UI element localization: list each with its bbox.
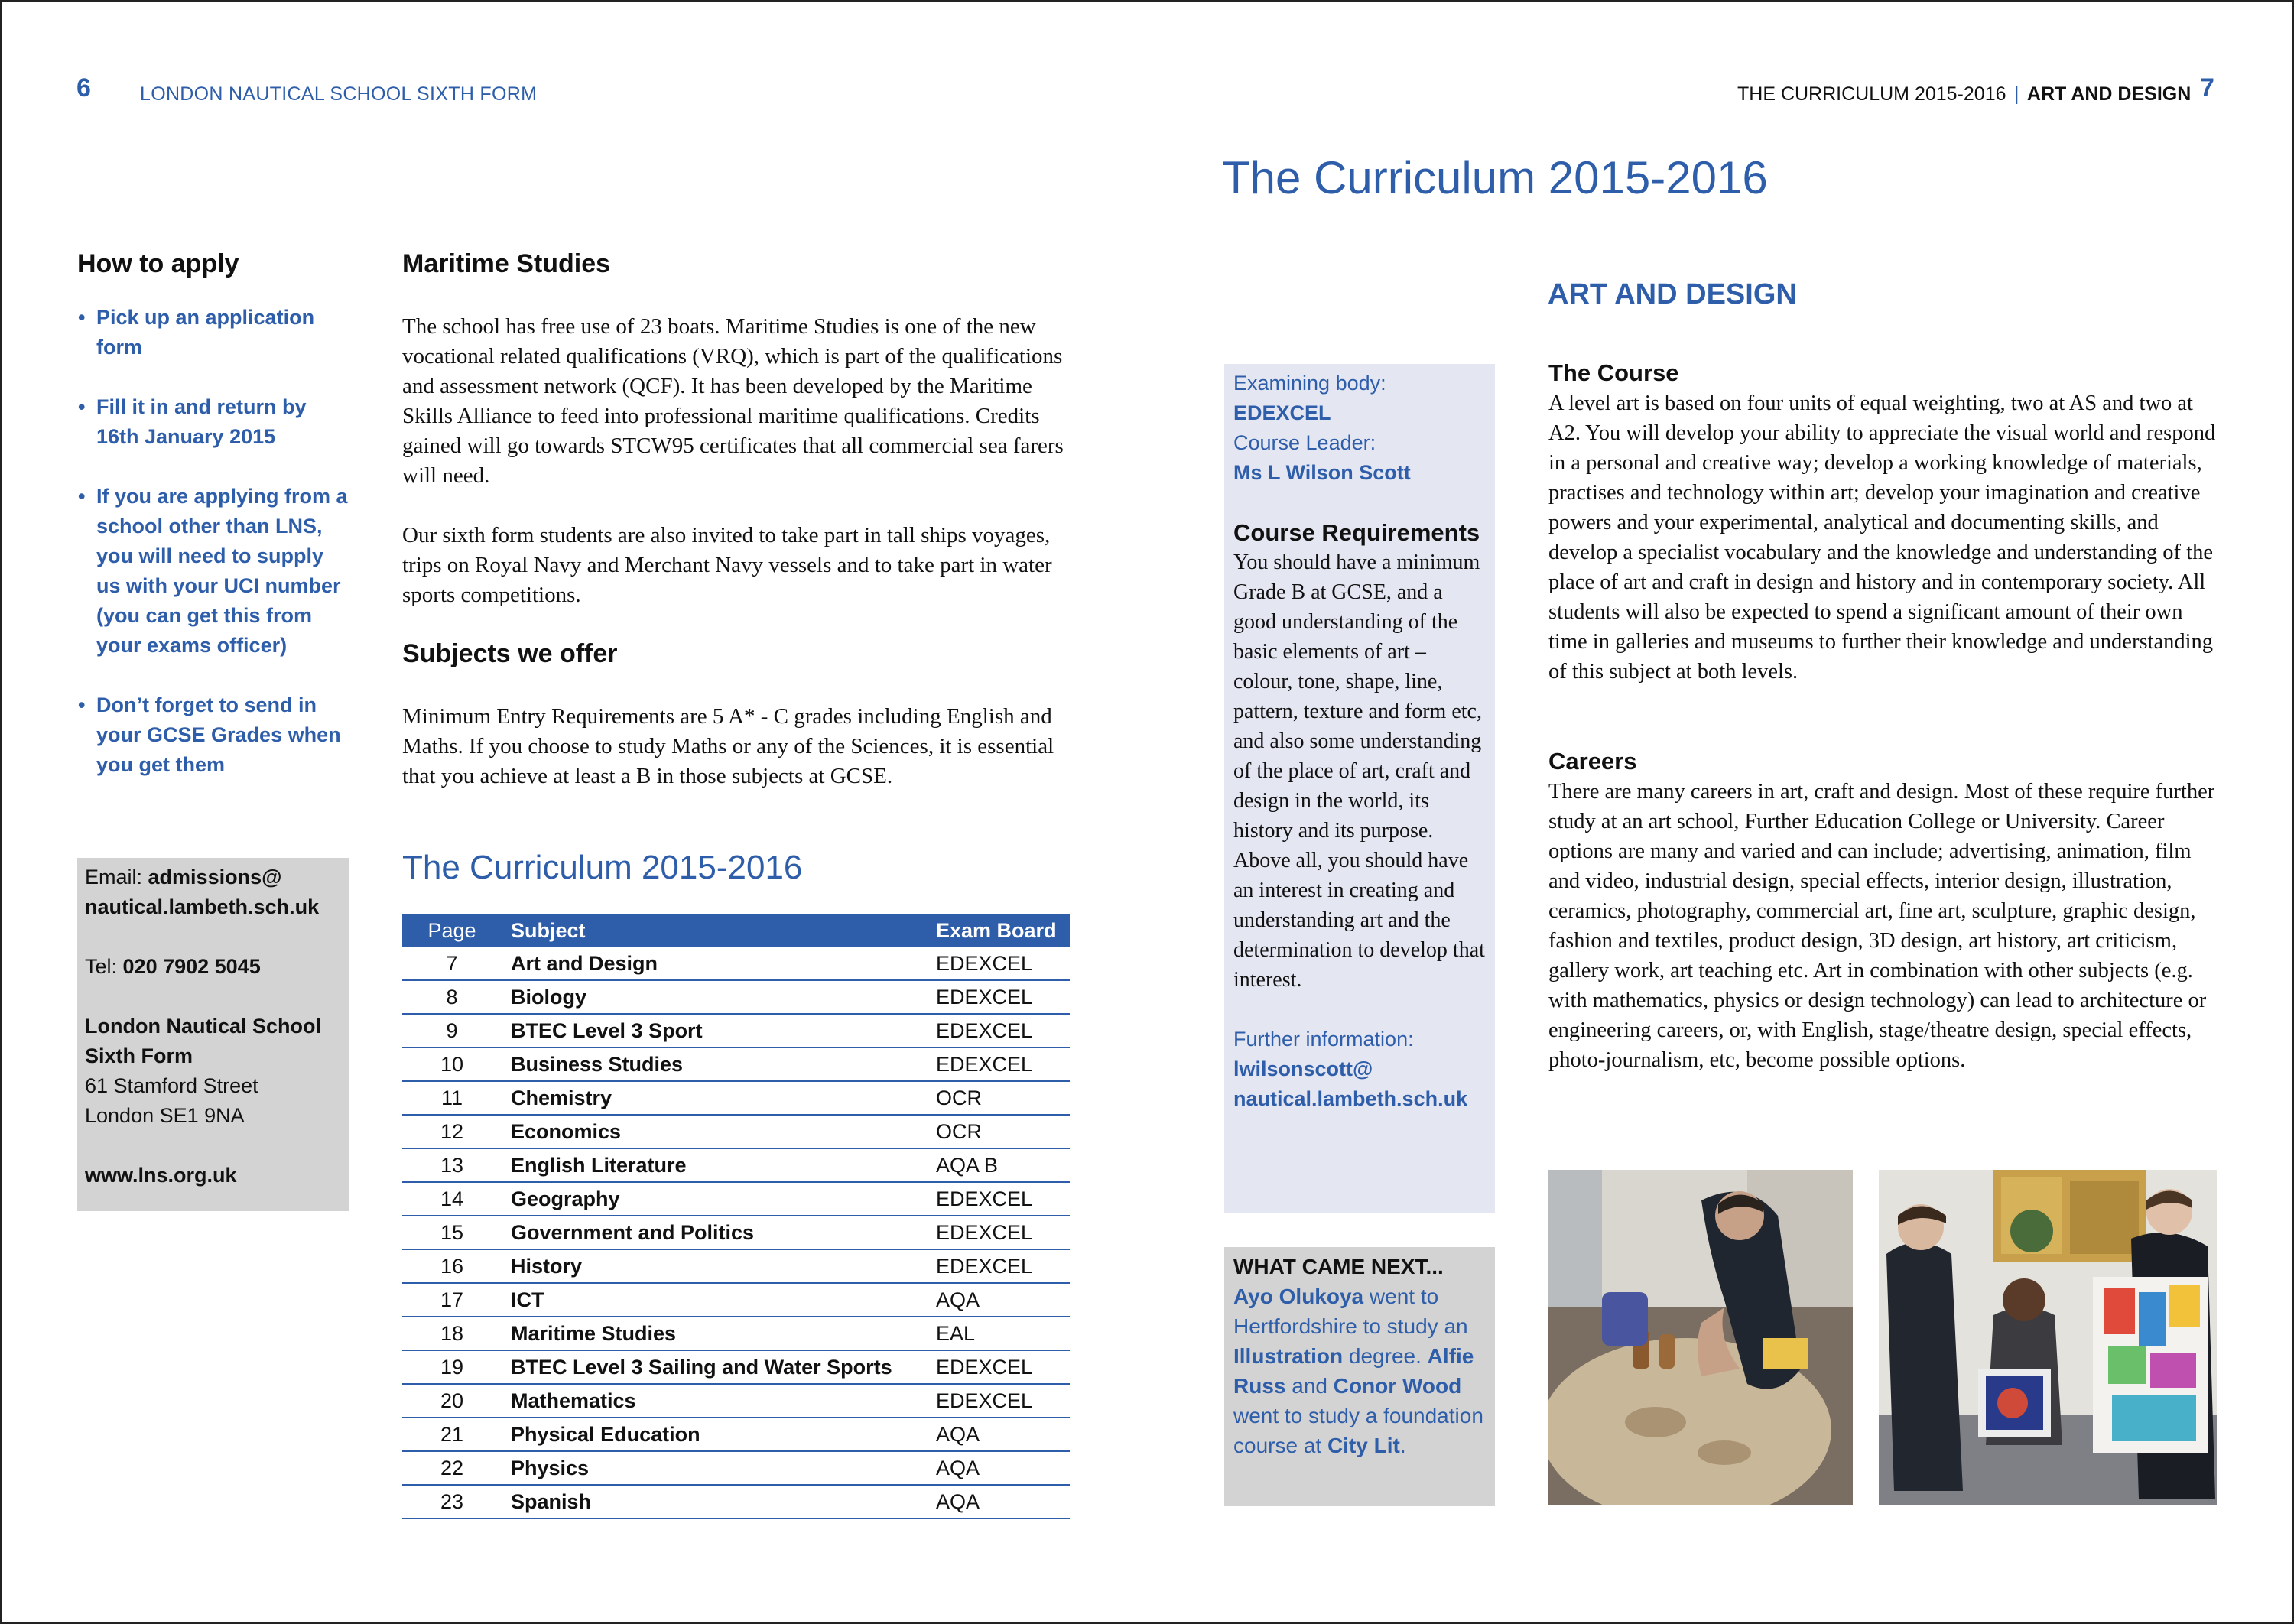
page-cell: 23 [402,1485,502,1518]
the-course-body: A level art is based on four units of equal weighting, two at AS and two at A2. You will develop your ability to appreciate the visual world and respond in a personal and creative way; develop a working knowledge of materials, practises and technology within art; develop your imagination and creative powers and your experimental, analytical and documenting skills, and develop a specialist vocabulary and the knowledge and understanding of the place of art and craft in design and history and in contemporary society. All students will also be expected to spend a significant amount of their own time in galleries and museums to further their knowledge and understanding of this subject at both levels. [1548,391,2216,684]
table-row [402,1148,1070,1182]
photo-students-artwork [1879,1170,2217,1505]
table-row [402,1317,1070,1350]
curriculum-table [402,914,1070,1519]
table-row [402,1216,1070,1249]
subject-cell: ICT [502,1283,931,1317]
exam-board-cell: AQA [931,1451,1070,1485]
subject-cell: History [502,1249,931,1283]
tel-number[interactable]: 020 7902 5045 [122,955,261,978]
photo-students-artwork-image [1879,1170,2217,1505]
subject-cell: Geography [502,1182,931,1216]
curriculum-table-title: The Curriculum 2015-2016 [402,849,803,886]
page-cell: 7 [402,947,502,980]
subject-cell: Physical Education [502,1418,931,1451]
next-text: went to study a foundation course at [1233,1404,1483,1457]
subject-cell: Mathematics [502,1384,931,1418]
table-row [402,1047,1070,1081]
table-row [402,1418,1070,1451]
exam-board-cell: OCR [931,1115,1070,1148]
student-name: Alfie Russ [1233,1344,1474,1398]
subjects-para: Minimum Entry Requirements are 5 A* - C grades including English and Maths. If you choose to study Maths or any of the Sciences, it is essential that you achieve at least a B in those subjects at GCSE. [402,704,1054,788]
subject-cell: English Literature [502,1148,931,1182]
exam-board-cell: EDEXCEL [931,1384,1070,1418]
course-requirements-heading: Course Requirements [1233,519,1480,546]
exam-body-value: EDEXCEL [1233,401,1331,424]
address-line2: London SE1 9NA [85,1104,245,1127]
section-title: ART AND DESIGN [1548,278,1797,310]
exam-board-cell: EDEXCEL [931,1014,1070,1047]
page-cell: 13 [402,1148,502,1182]
subject-cell: Chemistry [502,1081,931,1115]
table-row [402,1115,1070,1148]
further-info-email-line1[interactable]: lwilsonscott@ [1233,1057,1373,1080]
careers-body: There are many careers in art, craft and design. Most of these require further study at an art school, Further Education College or University. Career options are many and varied and can include; advertising, animation, film and video, industrial design, special effects, interior design, illustration, ceramics, photography, commercial art, fine art, sculpture, graphic design, fashion and textiles, product design, 3D design, art history, art criticism, gallery work, art teaching etc. Art in combination with other subjects (e.g. with mathematics, physics or design technology) can lead to architecture or engineering careers, or, with English, stage/theatre design, special effects, photo-journalism, etc, become possible options. [1548,780,2215,1072]
course-leader-label: Course Leader: [1233,431,1376,454]
student-name: Ayo Olukoya [1233,1285,1364,1308]
careers-heading: Careers [1548,748,1637,775]
how-to-apply-heading: How to apply [77,249,239,278]
page-cell: 12 [402,1115,502,1148]
page-cell: 11 [402,1081,502,1115]
table-row [402,1283,1070,1317]
page-cell: 21 [402,1418,502,1451]
photo-student-sculpting-image [1548,1170,1853,1505]
subject-cell: BTEC Level 3 Sailing and Water Sports [502,1350,931,1384]
right-running-head-group [1737,83,2191,106]
page-cell: 22 [402,1451,502,1485]
what-came-next-body [1233,1281,1486,1460]
subject-cell: Physics [502,1451,931,1485]
exam-board-cell: EDEXCEL [931,947,1070,980]
tel-label: Tel: [85,955,123,978]
student-name: Conor Wood [1333,1374,1462,1398]
table-row [402,1451,1070,1485]
email-address-line2[interactable]: nautical.lambeth.sch.uk [85,895,320,918]
next-text: . [1399,1434,1406,1457]
table-row [402,1485,1070,1518]
exam-board-cell: AQA [931,1283,1070,1317]
apply-step: • Fill it in and return by 16th January 2015 [78,392,353,452]
exam-board-cell: EAL [931,1317,1070,1350]
running-head-divider: | [2013,83,2019,105]
subjects-heading: Subjects we offer [402,639,618,668]
curriculum-table-body [402,947,1070,1518]
exam-board-cell: AQA [931,1418,1070,1451]
org-name-line2: Sixth Form [85,1044,193,1067]
maritime-para1: The school has free use of 23 boats. Maritime Studies is one of the new vocational related qualifications (VRQ), which is part of the qualifications and assessment network (QCF). It has been developed by the Maritime Skills Alliance to feed into professional maritime qualifications. Credits gained will go towards STCW95 certificates that all commercial sea farers will need. [402,314,1064,488]
exam-board-cell: EDEXCEL [931,1249,1070,1283]
page-cell: 16 [402,1249,502,1283]
table-row [402,1081,1070,1115]
exam-board-cell: EDEXCEL [931,1350,1070,1384]
table-row [402,1182,1070,1216]
college-name: City Lit [1327,1434,1400,1457]
exam-board-cell: EDEXCEL [931,1182,1070,1216]
subject-cell: BTEC Level 3 Sport [502,1014,931,1047]
column-header-exam-board: Exam Board [931,914,1070,947]
subject-cell: Spanish [502,1485,931,1518]
how-to-apply-list [78,303,353,810]
subject-cell: Economics [502,1115,931,1148]
left-page-number: 6 [76,73,91,102]
next-text: degree. [1343,1344,1428,1368]
right-running-head: THE CURRICULUM 2015-2016 [1737,83,2006,105]
exam-body-label: Examining body: [1233,372,1386,395]
website-link[interactable]: www.lns.org.uk [85,1164,237,1187]
table-row [402,1350,1070,1384]
course-requirements-body: You should have a minimum Grade B at GCSE, and a good understanding of the basic elements of art – colour, tone, shape, line, pattern, texture and form etc, and also some understanding of the place of art, craft and design in the world, its history and its purpose. Above all, you should have an interest in creating and understanding art and the determination to develop that interest. [1233,551,1485,992]
page-cell: 20 [402,1384,502,1418]
photo-student-sculpting [1548,1170,1853,1505]
page-cell: 8 [402,980,502,1014]
next-text: went to Hertfordshire to study an [1233,1285,1468,1338]
course-leader-value: Ms L Wilson Scott [1233,461,1411,484]
column-header-page: Page [402,914,502,947]
further-info-email-line2[interactable]: nautical.lambeth.sch.uk [1233,1087,1468,1110]
right-running-head-section: ART AND DESIGN [2026,83,2192,105]
email-label: Email: [85,866,148,888]
page-cell: 10 [402,1047,502,1081]
subject-cell: Business Studies [502,1047,931,1081]
further-info-label: Further information: [1233,1028,1414,1051]
next-text: and [1285,1374,1334,1398]
apply-step: • If you are applying from a school other than LNS, you will need to supply us with your UCI number (you can get this from your exams officer) [78,482,353,661]
exam-board-cell: OCR [931,1081,1070,1115]
subject-cell: Biology [502,980,931,1014]
right-page-number: 7 [2200,73,2214,102]
table-row [402,947,1070,980]
exam-board-cell: EDEXCEL [931,980,1070,1014]
exam-board-cell: EDEXCEL [931,1047,1070,1081]
the-course-heading: The Course [1548,359,1679,386]
org-name-line1: London Nautical School [85,1015,321,1038]
subject-cell: Government and Politics [502,1216,931,1249]
table-row [402,1014,1070,1047]
maritime-heading: Maritime Studies [402,249,611,278]
course-info-sidebar [1224,364,1495,1213]
exam-board-cell: AQA B [931,1148,1070,1182]
table-row [402,1249,1070,1283]
apply-step: • Pick up an application form [78,303,353,362]
subject-cell: Art and Design [502,947,931,980]
subject-cell: Maritime Studies [502,1317,931,1350]
page-cell: 15 [402,1216,502,1249]
page-cell: 14 [402,1182,502,1216]
table-row [402,980,1070,1014]
column-header-subject: Subject [502,914,931,947]
what-came-next-box [1224,1247,1495,1506]
exam-board-cell: EDEXCEL [931,1216,1070,1249]
page-cell: 17 [402,1283,502,1317]
left-running-head: LONDON NAUTICAL SCHOOL SIXTH FORM [140,83,538,105]
what-came-next-heading: WHAT CAME NEXT... [1233,1255,1444,1278]
page-cell: 9 [402,1014,502,1047]
right-page-title: The Curriculum 2015-2016 [1222,152,1768,203]
table-row [402,1384,1070,1418]
address-line1: 61 Stamford Street [85,1074,258,1097]
email-address-line1[interactable]: admissions@ [148,866,282,888]
degree-name: Illustration [1233,1344,1344,1368]
maritime-para2: Our sixth form students are also invited to take part in tall ships voyages, trips on Royal Navy and Merchant Navy vessels and to take part in water sports competitions. [402,523,1052,607]
exam-board-cell: AQA [931,1485,1070,1518]
contact-box [77,858,349,1211]
apply-step: • Don’t forget to send in your GCSE Grades when you get them [78,690,353,780]
page-cell: 19 [402,1350,502,1384]
page-cell: 18 [402,1317,502,1350]
table-header-row [402,914,1070,947]
